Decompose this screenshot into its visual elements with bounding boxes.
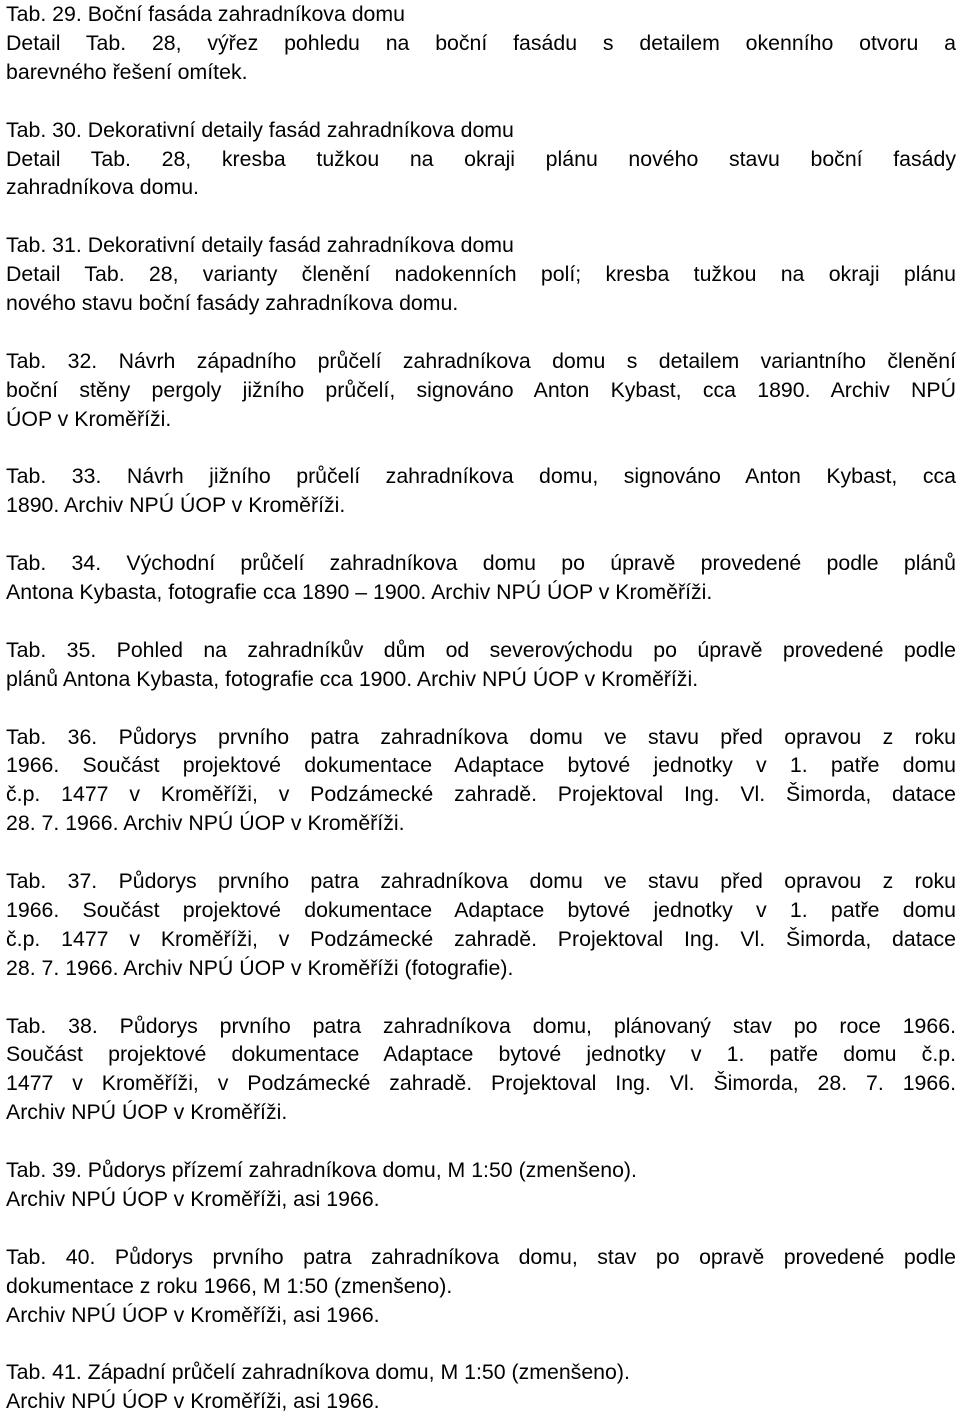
caption-tab-40 [6, 1243, 956, 1330]
caption-line: 1966. Součást projektové dokumentace Adaptace bytové jednotky v 1. patře domu [6, 897, 956, 922]
caption-line: Tab. 41. Západní průčelí zahradníkova domu, M 1:50 (zmenšeno). [6, 1360, 630, 1385]
caption-tab-36 [6, 723, 956, 839]
caption-line: Tab. 39. Půdorys přízemí zahradníkova domu, M 1:50 (zmenšeno). [6, 1158, 637, 1183]
caption-line: Archiv NPÚ ÚOP v Kroměříži, asi 1966. [6, 1187, 380, 1211]
caption-line: Archiv NPÚ ÚOP v Kroměříži, asi 1966. [6, 1389, 380, 1414]
caption-tab-32 [6, 347, 956, 434]
caption-line: Tab. 36. Půdorys prvního patra zahradníkova domu ve stavu před opravou z roku [6, 724, 956, 749]
caption-line: č.p. 1477 v Kroměříži, v Podzámecké zahradě. Projektoval Ing. Vl. Šimorda, datace [6, 926, 956, 951]
spacer [6, 1214, 956, 1243]
caption-tab-38 [6, 1012, 956, 1128]
caption-line: Archiv NPÚ ÚOP v Kroměříži, asi 1966. [6, 1302, 380, 1327]
caption-line: Detail Tab. 28, výřez pohledu na boční fasádu s detailem okenního otvoru a [6, 30, 956, 55]
spacer [6, 202, 956, 231]
caption-tab-37 [6, 867, 956, 983]
caption-line: č.p. 1477 v Kroměříži, v Podzámecké zahradě. Projektoval Ing. Vl. Šimorda, datace [6, 782, 956, 807]
caption-line: Tab. 32. Návrh západního průčelí zahradníkova domu s detailem variantního členění [6, 348, 956, 373]
caption-tab-33 [6, 462, 956, 520]
caption-line: Tab. 30. Dekorativní detaily fasád zahradníkova domu [6, 117, 514, 142]
caption-tab-30 [6, 116, 956, 203]
spacer [6, 1330, 956, 1359]
spacer [6, 838, 956, 867]
caption-line: plánů Antona Kybasta, fotografie cca 1900. Archiv NPÚ ÚOP v Kroměříži. [6, 666, 699, 691]
spacer [6, 520, 956, 549]
caption-line: Antona Kybasta, fotografie cca 1890 – 1900. Archiv NPÚ ÚOP v Kroměříži. [6, 580, 713, 605]
spacer [6, 983, 956, 1012]
caption-line: boční stěny pergoly jižního průčelí, signováno Anton Kybast, cca 1890. Archiv NPÚ [6, 377, 956, 402]
caption-line: Tab. 38. Půdorys prvního patra zahradníkova domu, plánovaný stav po roce 1966. [6, 1013, 956, 1038]
spacer [6, 694, 956, 723]
caption-line: Detail Tab. 28, varianty členění nadokenních polí; kresba tužkou na okraji plánu [6, 262, 956, 287]
caption-tab-31 [6, 231, 956, 318]
caption-line: dokumentace z roku 1966, M 1:50 (zmenšeno). [6, 1273, 453, 1298]
spacer [6, 434, 956, 463]
caption-line: 28. 7. 1966. Archiv NPÚ ÚOP v Kroměříži. [6, 811, 405, 836]
caption-tab-39 [6, 1156, 956, 1214]
spacer [6, 1127, 956, 1156]
caption-line: Tab. 31. Dekorativní detaily fasád zahradníkova domu [6, 233, 514, 258]
caption-line: Tab. 40. Půdorys prvního patra zahradníkova domu, stav po opravě provedené podle [6, 1244, 956, 1269]
caption-line: nového stavu boční fasády zahradníkova domu. [6, 291, 459, 316]
spacer [6, 87, 956, 116]
caption-line: zahradníkova domu. [6, 175, 199, 200]
caption-tab-29 [6, 0, 956, 87]
spacer [6, 318, 956, 347]
caption-line: Součást projektové dokumentace Adaptace bytové jednotky v 1. patře domu č.p. [6, 1042, 956, 1067]
caption-line: Detail Tab. 28, kresba tužkou na okraji plánu nového stavu boční fasády [6, 146, 956, 171]
spacer [6, 607, 956, 636]
caption-line: Tab. 29. Boční fasáda zahradníkova domu [6, 2, 405, 26]
caption-line: barevného řešení omítek. [6, 59, 248, 84]
caption-line: 1477 v Kroměříži, v Podzámecké zahradě. Projektoval Ing. Vl. Šimorda, 28. 7. 1966. [6, 1071, 956, 1096]
document-page [6, 0, 956, 1416]
caption-line: 1966. Součást projektové dokumentace Adaptace bytové jednotky v 1. patře domu [6, 753, 956, 778]
caption-tab-34 [6, 549, 956, 607]
caption-line: Tab. 35. Pohled na zahradníkův dům od severovýchodu po úpravě provedené podle [6, 637, 956, 662]
caption-line: ÚOP v Kroměříži. [6, 406, 172, 431]
caption-line: Tab. 33. Návrh jižního průčelí zahradníkova domu, signováno Anton Kybast, cca [6, 464, 956, 489]
caption-line: 28. 7. 1966. Archiv NPÚ ÚOP v Kroměříži (fotografie). [6, 955, 514, 980]
caption-line: Tab. 34. Východní průčelí zahradníkova domu po úpravě provedené podle plánů [6, 551, 956, 576]
caption-line: Archiv NPÚ ÚOP v Kroměříži. [6, 1100, 288, 1125]
caption-line: Tab. 37. Půdorys prvního patra zahradníkova domu ve stavu před opravou z roku [6, 869, 956, 894]
caption-tab-35 [6, 636, 956, 694]
caption-line: 1890. Archiv NPÚ ÚOP v Kroměříži. [6, 493, 346, 518]
caption-tab-41 [6, 1358, 956, 1416]
